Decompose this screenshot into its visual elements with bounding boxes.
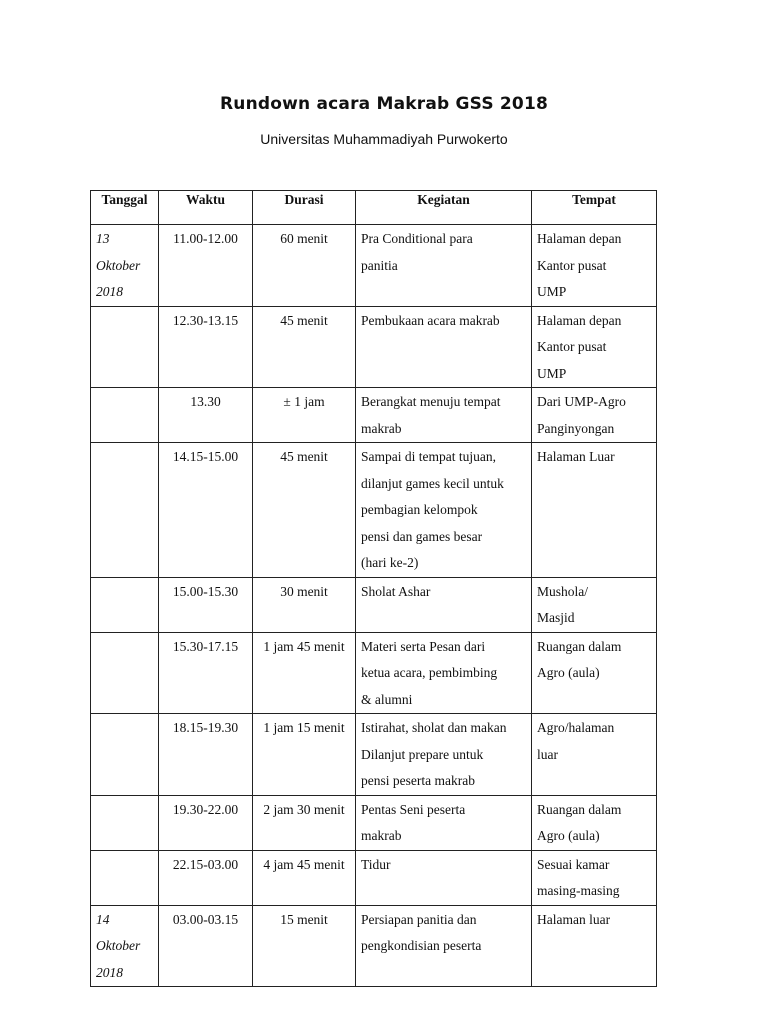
- cell-tempat: [532, 225, 657, 307]
- cell-tempat-text: Ruangan dalam Agro (aula): [537, 801, 622, 843]
- table-row: [91, 905, 657, 987]
- cell-tanggal: [91, 577, 159, 632]
- table-row: [91, 577, 657, 632]
- cell-waktu-text: 19.30-22.00: [172, 801, 239, 817]
- cell-durasi-text: 1 jam 45 menit: [263, 638, 345, 654]
- cell-tanggal: [91, 306, 159, 388]
- cell-tempat: [532, 632, 657, 714]
- table-row: [91, 795, 657, 850]
- cell-kegiatan: [356, 306, 532, 388]
- cell-waktu-text: 03.00-03.15: [172, 911, 239, 927]
- cell-durasi: [253, 443, 356, 578]
- rundown-table: [90, 190, 657, 987]
- cell-kegiatan: [356, 714, 532, 796]
- cell-durasi-text: 45 menit: [280, 449, 328, 464]
- cell-tanggal: [91, 850, 159, 905]
- table-row: [91, 714, 657, 796]
- cell-durasi: [253, 714, 356, 796]
- cell-waktu: [159, 850, 253, 905]
- cell-durasi: [253, 632, 356, 714]
- document-title: Rundown acara Makrab GSS 2018: [219, 94, 548, 114]
- cell-kegiatan: [356, 905, 532, 987]
- cell-waktu: [159, 632, 253, 714]
- cell-tempat-text: Agro/halaman luar: [537, 720, 615, 762]
- cell-kegiatan-text: Materi serta Pesan dari ketua acara, pembimbing & alumni: [361, 638, 498, 707]
- cell-waktu: [159, 388, 253, 443]
- cell-tempat: [532, 388, 657, 443]
- cell-durasi: [253, 577, 356, 632]
- document-subtitle: Universitas Muhammadiyah Purwokerto: [260, 131, 508, 147]
- cell-durasi-text: 15 menit: [280, 911, 328, 927]
- cell-kegiatan-text: Berangkat menuju tempat makrab: [361, 394, 501, 436]
- cell-durasi-text: 1 jam 15 menit: [263, 720, 345, 735]
- table-body: [91, 225, 657, 987]
- cell-durasi: [253, 905, 356, 987]
- cell-tanggal: [91, 714, 159, 796]
- cell-waktu: [159, 714, 253, 796]
- table-row: [91, 850, 657, 905]
- header-waktu: Waktu: [159, 191, 253, 225]
- cell-tempat-text: Halaman Luar: [537, 449, 615, 464]
- cell-tempat: [532, 850, 657, 905]
- cell-waktu: [159, 795, 253, 850]
- cell-tanggal: [91, 795, 159, 850]
- header-tanggal: Tanggal: [91, 191, 159, 225]
- cell-tempat: [532, 443, 657, 578]
- cell-kegiatan-text: Pembukaan acara makrab: [361, 312, 500, 328]
- cell-tempat: [532, 306, 657, 388]
- cell-tempat: [532, 905, 657, 987]
- cell-waktu: [159, 225, 253, 307]
- cell-durasi-text: 2 jam 30 menit: [263, 801, 345, 817]
- cell-waktu-text: 13.30: [190, 394, 221, 409]
- cell-waktu-text: 11.00-12.00: [173, 231, 238, 246]
- cell-kegiatan-text: Pentas Seni peserta makrab: [361, 801, 466, 843]
- cell-kegiatan-text: Istirahat, sholat dan makan Dilanjut prepare untuk pensi peserta makrab: [361, 720, 507, 788]
- cell-kegiatan: [356, 225, 532, 307]
- cell-tanggal: [91, 225, 159, 307]
- cell-waktu-text: 22.15-03.00: [172, 856, 239, 872]
- cell-tempat: [532, 714, 657, 796]
- table-row: [91, 225, 657, 307]
- cell-tempat-text: Mushola/ Masjid: [537, 583, 589, 625]
- cell-waktu-text: 15.30-17.15: [172, 638, 239, 654]
- cell-durasi-text: 60 menit: [280, 231, 328, 246]
- cell-kegiatan-text: Tidur: [361, 856, 391, 872]
- cell-tanggal: [91, 905, 159, 987]
- cell-durasi-text: 45 menit: [280, 312, 328, 328]
- cell-waktu: [159, 306, 253, 388]
- cell-tempat-text: Halaman luar: [537, 911, 611, 927]
- cell-durasi-text: 4 jam 45 menit: [263, 856, 345, 872]
- cell-kegiatan-text: Pra Conditional para panitia: [361, 231, 473, 273]
- cell-kegiatan: [356, 850, 532, 905]
- cell-tempat-text: Halaman depan Kantor pusat UMP: [537, 312, 622, 381]
- cell-tanggal-text: 13 Oktober 2018: [96, 231, 141, 299]
- header-tempat: Tempat: [532, 191, 657, 225]
- cell-waktu-text: 14.15-15.00: [172, 449, 239, 464]
- cell-kegiatan-text: Sampai di tempat tujuan, dilanjut games kecil untuk pembagian kelompok pensi dan games besar (hari ke-2): [361, 449, 504, 570]
- cell-kegiatan: [356, 388, 532, 443]
- cell-kegiatan-text: Persiapan panitia dan pengkondisian peserta: [361, 911, 482, 953]
- cell-tempat-text: Ruangan dalam Agro (aula): [537, 638, 622, 680]
- cell-waktu: [159, 443, 253, 578]
- cell-tempat-text: Halaman depan Kantor pusat UMP: [537, 231, 622, 299]
- cell-durasi: [253, 225, 356, 307]
- header-kegiatan: Kegiatan: [356, 191, 532, 225]
- cell-tanggal: [91, 632, 159, 714]
- cell-tempat: [532, 795, 657, 850]
- cell-durasi: [253, 388, 356, 443]
- cell-kegiatan: [356, 443, 532, 578]
- cell-tanggal: [91, 443, 159, 578]
- cell-tempat-text: Sesuai kamar masing-masing: [537, 856, 620, 898]
- table-row: [91, 443, 657, 578]
- cell-durasi-text: 30 menit: [280, 583, 328, 599]
- cell-waktu-text: 12.30-13.15: [172, 312, 239, 328]
- cell-kegiatan: [356, 577, 532, 632]
- cell-kegiatan: [356, 795, 532, 850]
- cell-waktu: [159, 577, 253, 632]
- cell-tanggal: [91, 388, 159, 443]
- table-row: [91, 306, 657, 388]
- cell-waktu-text: 18.15-19.30: [172, 720, 239, 735]
- cell-durasi: [253, 850, 356, 905]
- cell-kegiatan: [356, 632, 532, 714]
- cell-tempat-text: Dari UMP-Agro Panginyongan: [537, 394, 626, 436]
- cell-waktu-text: 15.00-15.30: [172, 583, 239, 599]
- cell-durasi: [253, 795, 356, 850]
- table-row: [91, 388, 657, 443]
- table-row: [91, 632, 657, 714]
- cell-kegiatan-text: Sholat Ashar: [361, 583, 431, 599]
- cell-durasi-text: ± 1 jam: [283, 394, 325, 409]
- table-header-row: [91, 191, 657, 225]
- cell-tempat: [532, 577, 657, 632]
- cell-durasi: [253, 306, 356, 388]
- cell-waktu: [159, 905, 253, 987]
- header-durasi: Durasi: [253, 191, 356, 225]
- cell-tanggal-text: 14 Oktober 2018: [96, 911, 141, 980]
